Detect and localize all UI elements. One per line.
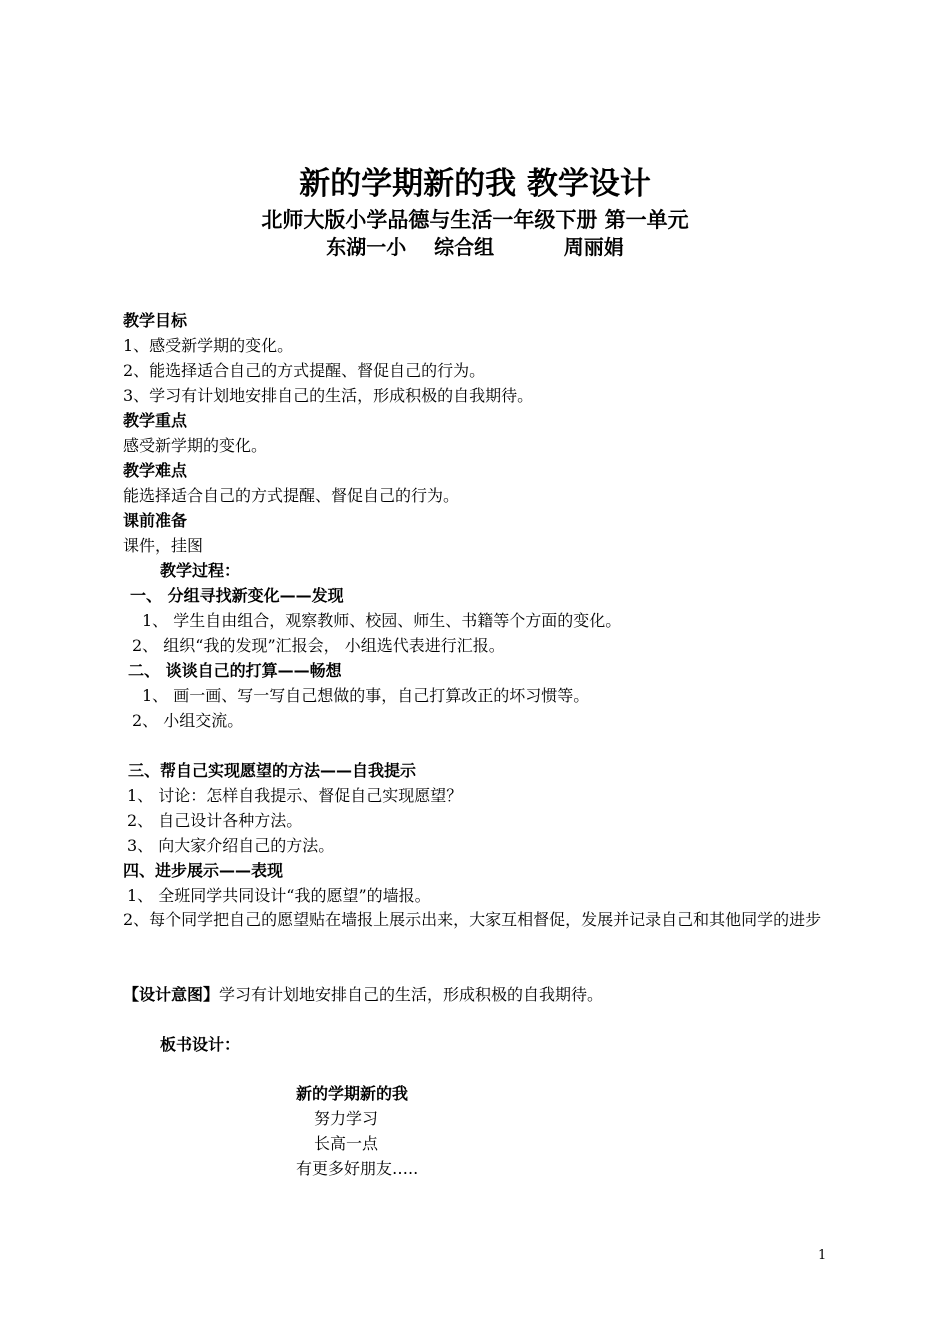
section-item: 2、 自己设计各种方法。 — [127, 811, 303, 830]
section-item: 1、 学生自由组合，观察教师、校园、师生、书籍等个方面的变化。 — [142, 611, 622, 630]
difficulty-heading: 教学难点 — [123, 461, 188, 480]
objective-item: 2、能选择适合自己的方式提醒、督促自己的行为。 — [123, 361, 486, 380]
board-line: 有更多好朋友….. — [296, 1159, 419, 1178]
section-title: 四、进步展示——表现 — [123, 861, 284, 880]
preparation-heading: 课前准备 — [123, 511, 188, 530]
objective-item: 3、学习有计划地安排自己的生活，形成积极的自我期待。 — [123, 386, 534, 405]
design-intent — [123, 983, 603, 1007]
key-point-text: 感受新学期的变化。 — [123, 436, 268, 455]
page-title: 新的学期新的我 教学设计 — [299, 166, 651, 202]
section-item: 3、 向大家介绍自己的方法。 — [127, 836, 335, 855]
section-item: 2、每个同学把自己的愿望贴在墙报上展示出来，大家互相督促，发展并记录自己和其他同学的进步 — [123, 910, 822, 929]
preparation-text: 课件，挂图 — [123, 536, 204, 555]
objectives-heading: 教学目标 — [123, 311, 188, 330]
design-intent-text: 学习有计划地安排自己的生活，形成积极的自我期待。 — [219, 985, 604, 1004]
board-line: 努力学习 — [314, 1109, 379, 1128]
page-subtitle: 北师大版小学品德与生活一年级下册 第一单元 — [261, 208, 689, 232]
objective-item: 1、感受新学期的变化。 — [123, 336, 294, 355]
design-intent-label: 【设计意图】 — [123, 985, 220, 1004]
author-line: 东湖一小 综合组 周丽娟 — [326, 235, 624, 259]
section-item: 2、 组织“我的发现”汇报会， 小组选代表进行汇报。 — [132, 636, 505, 655]
section-title: 二、 谈谈自己的打算——畅想 — [128, 661, 342, 680]
section-item: 2、 小组交流。 — [132, 711, 244, 730]
difficulty-text: 能选择适合自己的方式提醒、督促自己的行为。 — [123, 486, 460, 505]
key-point-heading: 教学重点 — [123, 411, 188, 430]
section-item: 1、 画一画、写一写自己想做的事，自己打算改正的坏习惯等。 — [142, 686, 590, 705]
page-number: 1 — [818, 1248, 827, 1263]
section-item: 1、 讨论：怎样自我提示、督促自己实现愿望？ — [127, 786, 463, 805]
board-line: 长高一点 — [314, 1134, 379, 1153]
section-title: 三、帮自己实现愿望的方法——自我提示 — [128, 761, 417, 780]
board-title: 新的学期新的我 — [296, 1084, 409, 1103]
process-heading: 教学过程： — [160, 561, 241, 580]
section-title: 一、 分组寻找新变化——发现 — [130, 586, 344, 605]
section-item: 1、 全班同学共同设计“我的愿望”的墙报。 — [127, 886, 431, 905]
board-heading: 板书设计： — [160, 1035, 241, 1054]
